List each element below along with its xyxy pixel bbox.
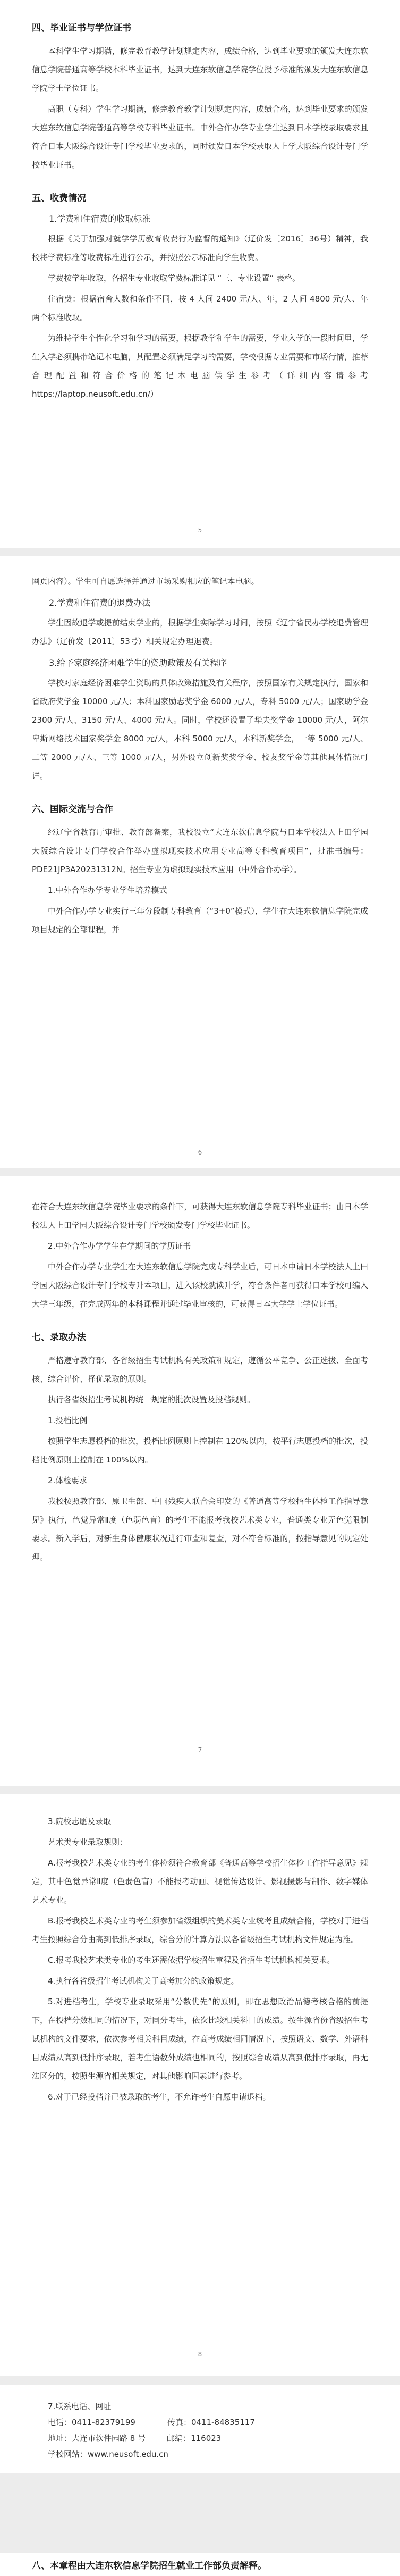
paragraph: 1.投档比例	[48, 1416, 88, 1425]
paragraph: 中外合作办学专业实行三年分段制专科教育（“3+0”模式），学生在大连东软信息学院完成项目规定的全部课程，并	[32, 906, 368, 934]
zip-code: 邮编：116023	[167, 2433, 222, 2443]
section-title-intl: 六、国际交流与合作	[32, 804, 113, 815]
page-5	[0, 2385, 400, 2576]
paragraph: 1.中外合作办学专业学生培养模式	[48, 885, 167, 895]
section-title-admission: 七、录取办法	[32, 1332, 86, 1343]
paragraph: 5.对进档考生，学校专业录取采用“分数优先”的原则，即在思想政治品德考核合格的前提下，在投档分数相同的情况下，对同分考生，依次比较相关科目的成绩。按生源省份省级招生考试机构的文件要求，依次参考相关科目成绩，在高考成绩相同情况下，按照语文、数学、外语科目成绩从高到低排序录取，若考生语数外成绩也相同的，按照综合成绩从高到低排序录取，再无法区分的，按照生源省相关规定，对其他影响因素进行参考。	[32, 1997, 368, 2081]
page-number: 7	[198, 1746, 202, 1754]
section-title-degree: 四、毕业证书与学位证书	[32, 23, 131, 34]
paragraph: C.报考我校艺术类专业的考生还需依据学校招生章程及省招生考试机构相关要求。	[48, 1955, 335, 1965]
school-website: 学校网站：www.neusoft.edu.cn	[48, 2449, 168, 2459]
page-4	[0, 1794, 400, 2376]
paragraph: 根据《关于加强对就学学历教育收费行为监督的通知》（辽价发〔2016〕36号）精神，我校将学费标准等收费标准进行公示，并按照公示标准向学生收费。	[32, 234, 368, 262]
fax-number: 传真：0411-84835117	[167, 2418, 255, 2427]
paragraph: 本科学生学习期满，修完教育教学计划规定内容，成绩合格，达到毕业要求的颁发大连东软信息学院普通高等学校本科毕业证书，达到大连东软信息学院学位授予标准的颁发大连东软信息学院学士学位证书。	[32, 46, 368, 93]
paragraph: 我校按照教育部、原卫生部、中国残疾人联合会印发的《普通高等学校招生体检工作指导意见》执行，色觉异常Ⅱ度（色弱色盲）的考生不能报考我校艺术类专业，普通类专业无色觉限制要求。新入学后，对新生身体健康状况进行审查和复查，对不符合标准的，按指导意见的规定处理。	[32, 1496, 368, 1562]
paragraph: 3.院校志愿及录取	[48, 1817, 112, 1826]
phone-number: 电话：0411-82379199	[48, 2418, 135, 2427]
page-1	[0, 0, 400, 548]
paragraph: 艺术类专业录取规则：	[48, 1837, 128, 1847]
paragraph: 学生因故退学或提前结束学业的，根据学生实际学习时间，按照《辽宁省民办学校退费管理办法》（辽价发〔2011〕53号）相关规定办理退费。	[32, 618, 368, 646]
paragraph: 6.对于已经投档并已被录取的考生，不允许考生自愿申请退档。	[48, 2092, 271, 2102]
contact-title: 7.联系电话、网址	[48, 2402, 112, 2411]
address: 地址：大连市软件园路 8 号	[48, 2433, 146, 2443]
subsection-title: 3.给予家庭经济困难学生的资助政策及有关程序	[49, 658, 227, 668]
paragraph: 中外合作办学专业学生在大连东软信息学院完成专科学业后，可日本申请日本学校法人上田学园大阪综合设计专门学校专升本项目，进入该校就读升学，符合条件者可获得日本学校可编入大学三年级，在完成两年的本科课程并通过毕业审核的，可获得日本大学学士学位证书。	[32, 1262, 368, 1309]
paragraph: 2.中外合作办学学生在学期间的学历证书	[48, 1241, 191, 1251]
section-title-fee: 五、收费情况	[32, 193, 86, 204]
paragraph: 4.执行各省级招生考试机构关于高考加分的政策规定。	[48, 1976, 239, 1986]
paragraph: 高职（专科）学生学习期满，修完教育教学计划规定内容，成绩合格，达到毕业要求的颁发大连东软信息学院普通高等学校专科毕业证书。中外合作办学专业学生达到日本学校录取要求且符合日本大阪综合设计专门学校毕业要求的，同时颁发日本学校录取人上学大阪综合设计专门学校毕业证书。	[32, 104, 368, 170]
paragraph: 执行各省级招生考试机构统一规定的批次设置及投档规则。	[48, 1395, 256, 1404]
contact-phone-fax-row	[32, 2414, 368, 2430]
page-3	[0, 1176, 400, 1786]
paragraph: 2.体检要求	[48, 1476, 88, 1485]
subsection-title: 2.学费和住宿费的退费办法	[49, 598, 151, 608]
section-title-final: 八、本章程由大连东软信息学院招生就业工作部负责解释。	[32, 2561, 267, 2571]
contact-address-row	[32, 2430, 368, 2446]
paragraph: 按照学生志愿投档的批次，投档比例原则上控制在 120%以内，按平行志愿投档的批次，投档比例原则上控制在 100%以内。	[32, 1436, 368, 1465]
paragraph: 学校对家庭经济困难学生资助的具体政策措施及有关程序，按照国家有关规定执行，国家和省政府奖学金 10000 元/人；本科国家励志奖学金 6000 元/人，专科 5000 元/人；国家助学金 2300 元/人、3150 元/人、4000 元/人。同时，学校还设置了华夫奖学金 10000 元/人，阿尔卑斯网络技术国家奖学金 8000 元/人，本科 5000 元/人，本科新奖学金，一等 5000 元/人、二等 2000 元/人、三等 1000 元/人，另外设立创新奖奖学金、校友奖学金等其他具体情况可详。	[32, 678, 368, 781]
paragraph: 为维持学生个性化学习和学习的需要，根据教学和学生的需要，学业入学的一段时间里，学生入学必须携带笔记本电脑，其配置必须满足学习的需要，学校根据专业需要和市场行情，推荐合理配置和符合价格的笔记本电脑供学生参考（详细内容请参考https://laptop.neusoft.edu.cn/）	[32, 333, 368, 399]
paragraph: 严格遵守教育部、各省级招生考试机构有关政策和规定，遵循公平竞争、公正选拔、全面考核、综合评价、择优录取的原则。	[32, 1356, 368, 1384]
paragraph: 在符合大连东软信息学院毕业要求的条件下，可获得大连东软信息学院专科毕业证书；由日本学校法人上田学园大阪综合设计专门学校颁发专门学校毕业证书。	[32, 1202, 368, 1230]
subsection-title: 1.学费和住宿费的收取标准	[49, 214, 151, 224]
page-2	[0, 556, 400, 1168]
paragraph: B.报考我校艺术类专业的考生须参加省级组织的美术类专业统考且成绩合格，学校对于进档考生按照综合分由高到低排序录取，综合分的计算方法以各省级招生考试机构文件规定为准。	[32, 1916, 368, 1944]
page-number: 8	[198, 2351, 202, 2358]
paragraph: 经辽宁省教育厅审批、教育部备案，我校设立“大连东软信息学院与日本学校法人上田学园大阪综合设计专门学校合作举办虚拟现实技术应用专业高等专科教育项目”，批准书编号：PDE21JP3A20231312N。招生专业为虚拟现实技术应用（中外合作办学）。	[32, 827, 368, 874]
paragraph: A.报考我校艺术类专业的考生体检须符合教育部《普通高等学校招生体检工作指导意见》规定，其中色觉异常Ⅱ度（色弱色盲）不能报考动画、视觉传达设计、影视摄影与制作、数字媒体艺术专业。	[32, 1858, 368, 1905]
paragraph: 学费按学年收取，各招生专业收取学费标准详见 “三、专业设置” 表格。	[48, 273, 301, 283]
page-number: 6	[198, 1149, 202, 1156]
paragraph: 网页内容）。学生可自愿选择并通过市场采购相应的笔记本电脑。	[32, 576, 259, 586]
paragraph: 住宿费：根据宿舍人数和条件不同，按 4 人间 2400 元/人、年，2 人间 4800 元/人、年两个标准收取。	[32, 294, 368, 322]
page-gap	[0, 2473, 400, 2553]
page-number: 5	[198, 526, 202, 534]
